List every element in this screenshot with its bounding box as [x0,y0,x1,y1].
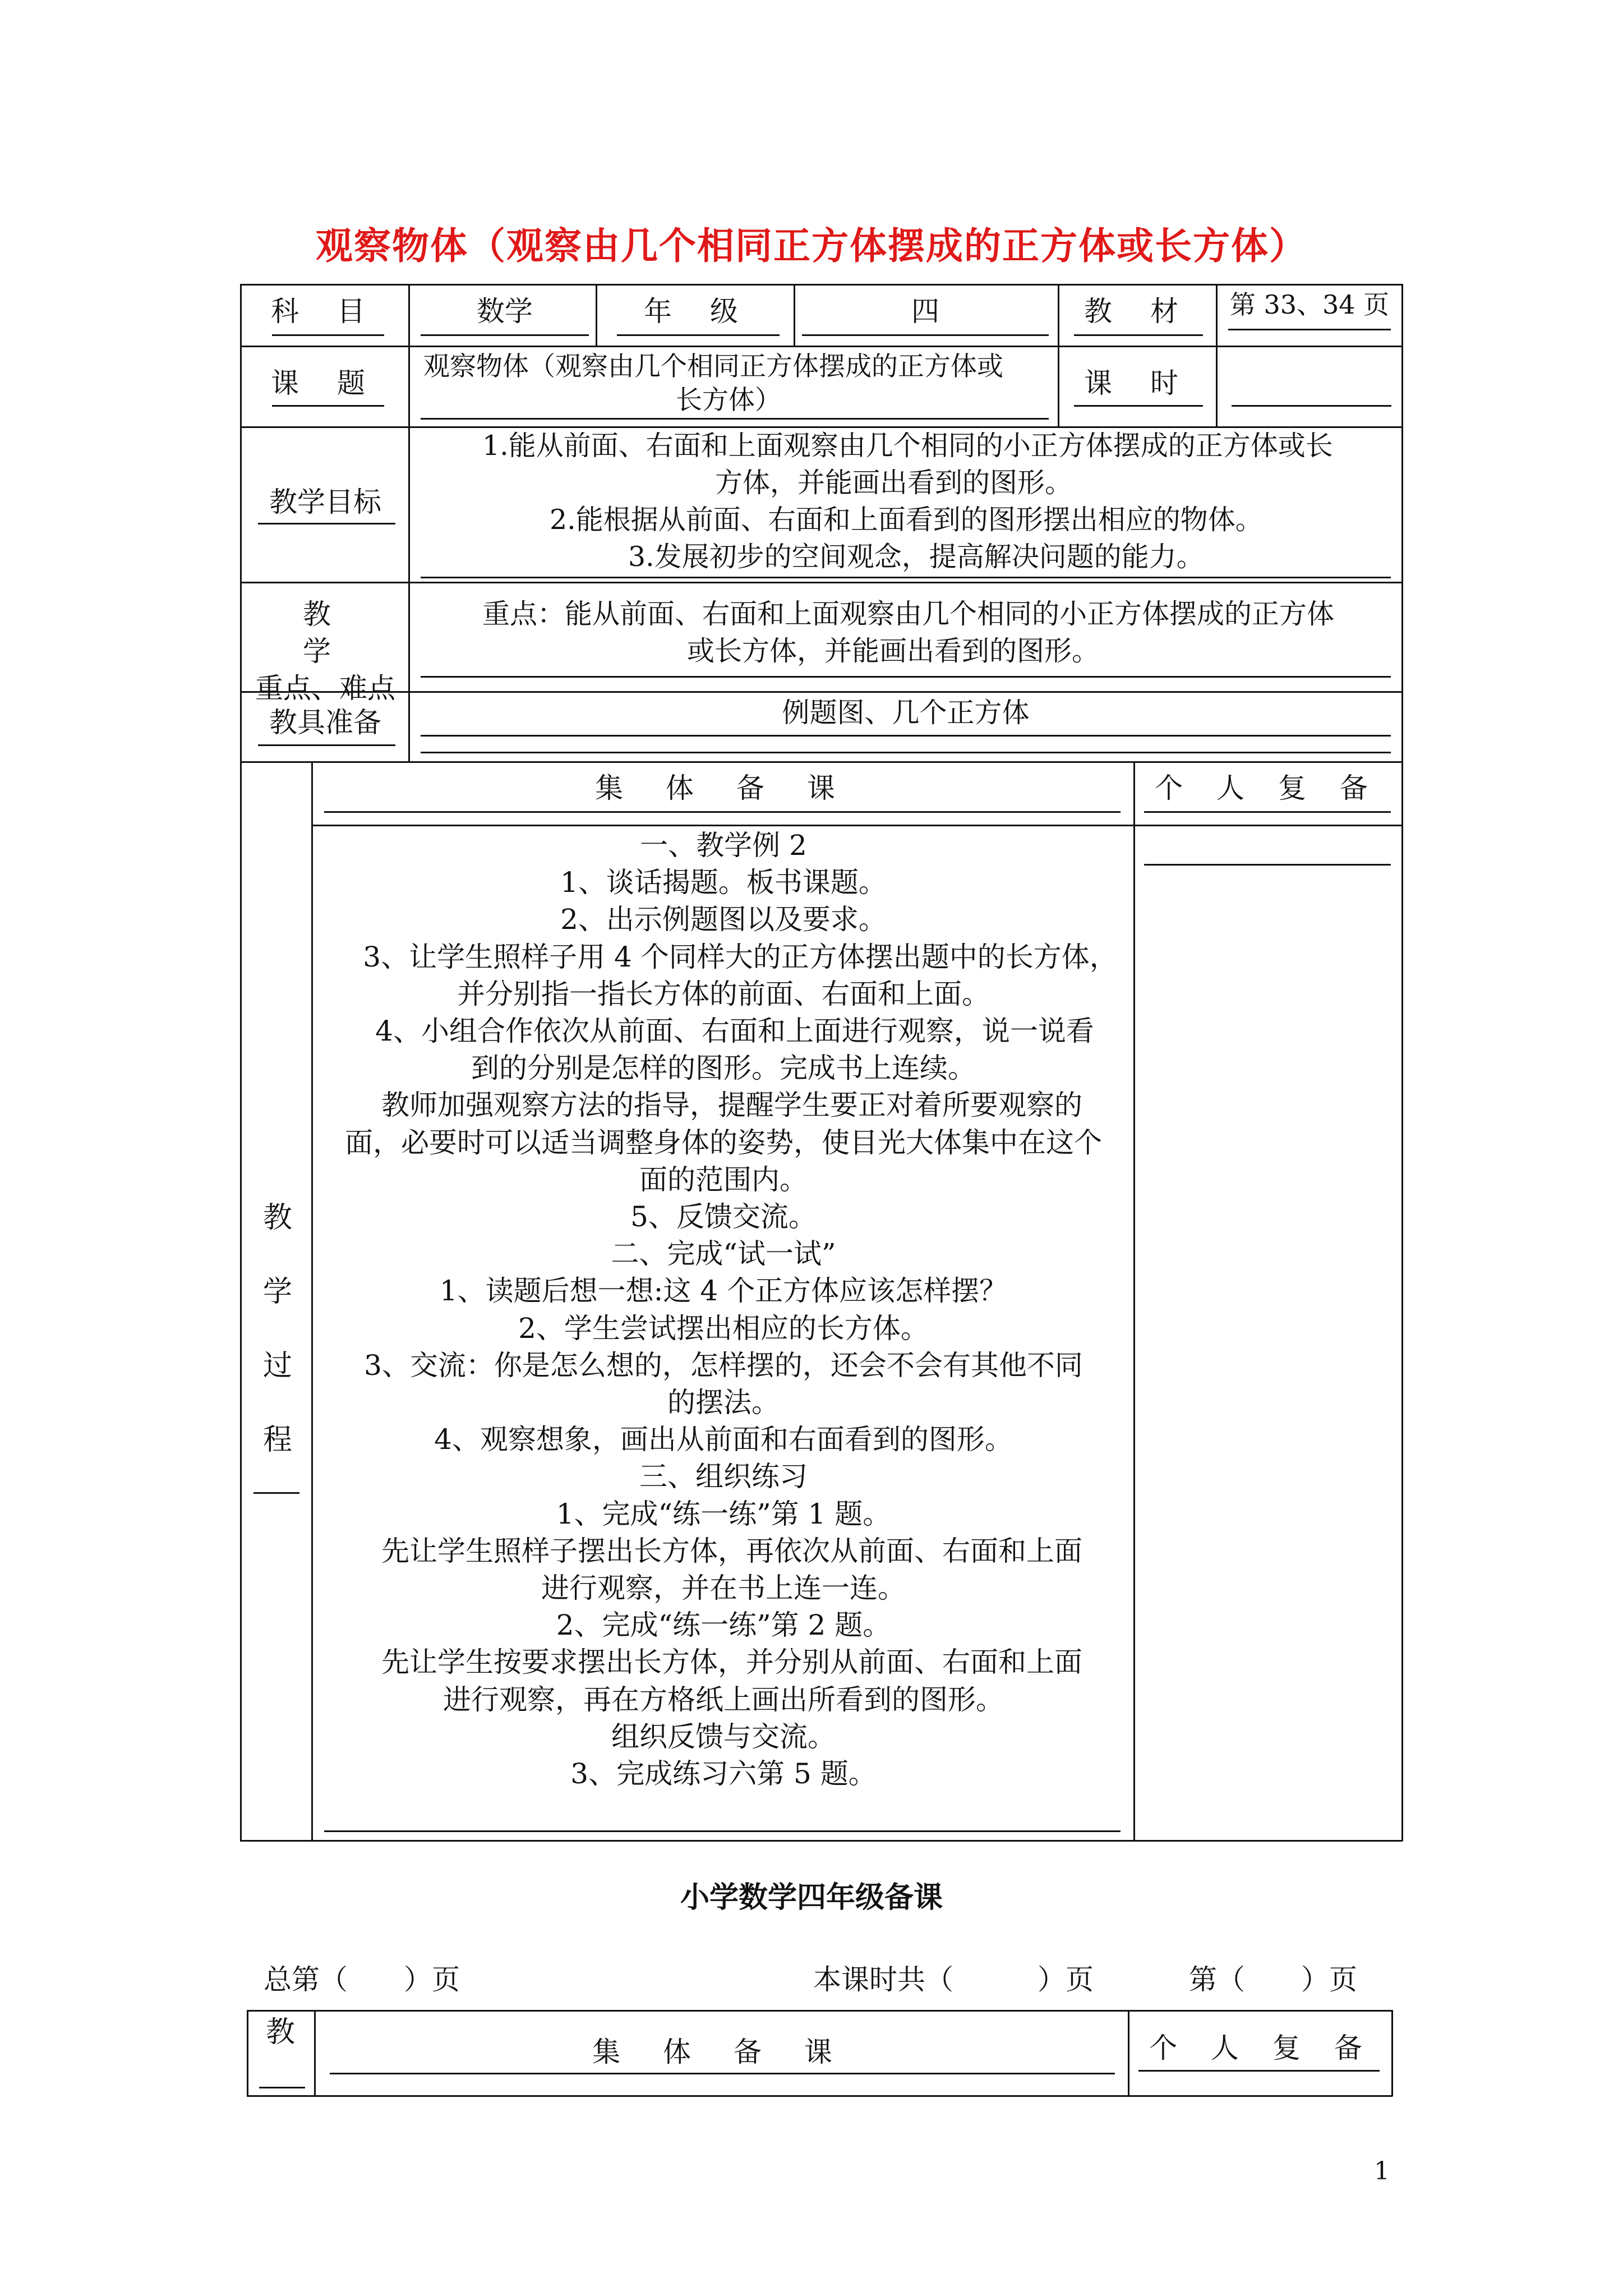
process-line: 2、学生尝试摆出相应的长方体。 [518,1312,929,1345]
keypoints-label: 教 学 重点、难点 [255,598,395,705]
topic-label: 课 题 [271,367,380,399]
process-content [317,827,1130,1792]
footer-collective-header: 集 体 备 课 [592,2036,849,2068]
goal-item: 3.发展初步的空间观念，提高解决问题的能力。 [628,541,1204,573]
process-line: 2、完成“练一练”第 2 题。 [556,1609,891,1642]
page-number: 1 [1374,2157,1390,2185]
process-line: 到的分别是怎样的图形。完成书上连续。 [471,1052,976,1085]
total-page-field: 总第（ ）页 [264,1963,460,1996]
process-line: 1、谈话揭题。板书课题。 [560,866,887,899]
process-line: 面，必要时可以适当调整身体的姿势，使目光大体集中在这个 [345,1126,1102,1159]
process-line: 4、观察想象，画出从前面和右面看到的图形。 [434,1423,1013,1456]
textbook-label: 教 材 [1084,295,1193,328]
goal-item: 1.能从前面、右面和上面观察由几个相同的小正方体摆成的正方体或长 [482,430,1333,462]
subject-label: 科 目 [271,295,380,328]
footer-personal-header: 个 人 复 备 [1149,2032,1375,2064]
textbook-value: 第 33、34 页 [1229,289,1390,320]
process-line: 先让学生按要求摆出长方体，并分别从前面、右面和上面 [381,1646,1082,1679]
process-line: 1、完成“练一练”第 1 题。 [556,1497,891,1530]
process-line: 4、小组合作依次从前面、右面和上面进行观察，说一说看 [375,1015,1094,1048]
tools-label: 教具准备 [269,706,381,739]
goal-item: 2.能根据从前面、右面和上面看到的图形摆出相应的物体。 [550,504,1263,536]
process-line: 二、完成“试一试” [611,1237,836,1271]
process-line: 教师加强观察方法的指导，提醒学生要正对着所要观察的 [381,1089,1082,1122]
hours-total-field: 本课时共（ ）页 [813,1963,1094,1996]
process-line: 面的范围内。 [639,1163,808,1196]
process-line: 的摆法。 [667,1386,780,1419]
document-title: 观察物体（观察由几个相同正方体摆成的正方体或长方体） [316,224,1307,268]
footer-subtitle: 小学数学四年级备课 [680,1880,943,1915]
process-line: 3、让学生照样子用 4 个同样大的正方体摆出题中的长方体， [363,940,1118,973]
goals-content [421,427,1396,576]
process-line: 进行观察，并在书上连一连。 [541,1572,906,1605]
personal-prep-header: 个 人 复 备 [1155,772,1380,804]
keypoints-content: 重点：能从前面、右面和上面观察由几个相同的小正方体摆成的正方体 或长方体，并能画出看到的图形。 [482,598,1335,667]
topic-value: 观察物体（观察由几个相同正方体摆成的正方体或 长方体） [423,351,1003,416]
process-line: 3、交流：你是怎么想的，怎样摆的，还会不会有其他不同 [364,1349,1083,1382]
process-line: 5、反馈交流。 [630,1200,817,1234]
collective-prep-header: 集 体 备 课 [595,772,852,804]
tools-value: 例题图、几个正方体 [782,697,1030,729]
page-no-field: 第（ ）页 [1189,1963,1357,1996]
hours-blank [1232,405,1391,407]
grade-value: 四 [911,295,939,328]
process-line: 进行观察，再在方格纸上画出所看到的图形。 [443,1683,1004,1716]
process-line: 先让学生照样子摆出长方体，再依次从前面、右面和上面 [381,1534,1082,1567]
process-line: 三、组织练习 [639,1460,808,1493]
process-line: 2、出示例题图以及要求。 [560,903,887,936]
subject-value: 数学 [477,295,533,328]
goal-item: 方体，并能画出看到的图形。 [715,467,1073,499]
footer-side-label: 教 [265,2016,295,2049]
personal-prep-line [1144,864,1391,866]
goals-label: 教学目标 [269,486,381,518]
process-line: 并分别指一指长方体的前面、右面和上面。 [457,977,990,1010]
process-side-label: 教 学 过 程 [262,1201,292,1457]
hours-label: 课 时 [1084,367,1193,399]
process-line: 3、完成练习六第 5 题。 [570,1757,877,1791]
process-line: 一、教学例 2 [640,829,807,862]
process-line: 组织反馈与交流。 [611,1720,836,1753]
process-line: 1、读题后想一想:这 4 个正方体应该怎样摆？ [439,1274,1008,1308]
grade-label: 年 级 [644,295,753,328]
